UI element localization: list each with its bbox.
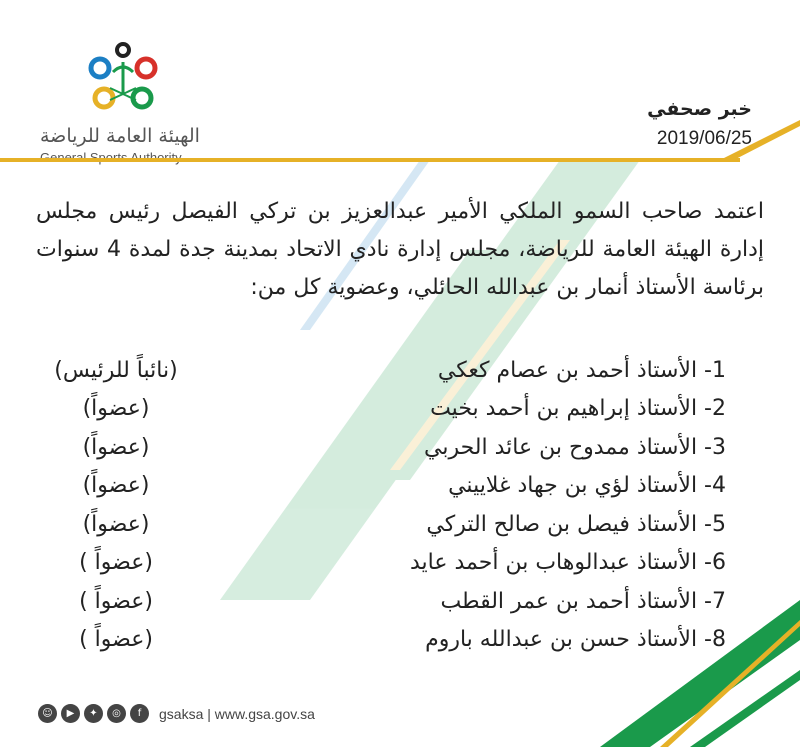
member-name: 5- الأستاذ فيصل بن صالح التركي (426, 511, 726, 537)
member-name: 1- الأستاذ أحمد بن عصام كعكي (437, 357, 726, 383)
gsa-emblem-icon (78, 40, 168, 120)
member-role: (عضواً) (82, 473, 150, 499)
instagram-icon[interactable]: ◎ (107, 704, 126, 723)
member-name: 3- الأستاذ ممدوح بن عائد الحربي (424, 434, 726, 460)
member-name: 7- الأستاذ أحمد بن عمر القطب (440, 588, 726, 614)
snapchat-icon[interactable]: ☺ (38, 704, 57, 723)
list-item (36, 428, 726, 467)
member-role: (عضواً ) (79, 588, 153, 614)
member-role: (عضواً) (82, 511, 150, 537)
list-item (36, 351, 726, 390)
member-role: (عضواً ) (79, 550, 153, 576)
press-date: 2019/06/25 (656, 128, 752, 149)
member-name: 8- الأستاذ حسن بن عبدالله باروم (425, 627, 726, 653)
member-role: (عضواً ) (79, 627, 153, 653)
member-role: (نائباً للرئيس) (54, 357, 178, 383)
article-intro: اعتمد صاحب السمو الملكي الأمير عبدالعزيز بن تركي الفيصل رئيس مجلس إدارة الهيئة العامة للرياضة، مجلس إدارة نادي الاتحاد بمدينة جدة لمدة 4 سنوات برئاسة الأستاذ أنمار بن عبدالله الحائلي، وعضوية كل من: (36, 199, 764, 300)
list-item (36, 582, 726, 621)
press-header (647, 98, 752, 150)
member-name: 2- الأستاذ إبراهيم بن أحمد بخيت (430, 396, 726, 422)
list-item (36, 467, 726, 506)
members-list (36, 351, 726, 659)
facebook-icon[interactable]: f (130, 704, 149, 723)
press-kicker: خبر صحفي (647, 98, 752, 120)
article-body (36, 193, 764, 307)
list-item (36, 544, 726, 583)
footer (38, 704, 315, 723)
member-name: 4- الأستاذ لؤي بن جهاد غلاييني (448, 473, 726, 499)
footer-handle: gsaksa | www.gsa.gov.sa (159, 705, 315, 722)
member-role: (عضواً) (82, 396, 150, 422)
member-role: (عضواً) (82, 434, 150, 460)
youtube-icon[interactable]: ▶ (61, 704, 80, 723)
brand-name-arabic: الهيئة العامة للرياضة (40, 125, 200, 147)
list-item (36, 621, 726, 660)
member-name: 6- الأستاذ عبدالوهاب بن أحمد عايد (410, 550, 726, 576)
list-item (36, 390, 726, 429)
list-item (36, 505, 726, 544)
twitter-icon[interactable]: ✦ (84, 704, 103, 723)
header-divider (0, 158, 740, 162)
